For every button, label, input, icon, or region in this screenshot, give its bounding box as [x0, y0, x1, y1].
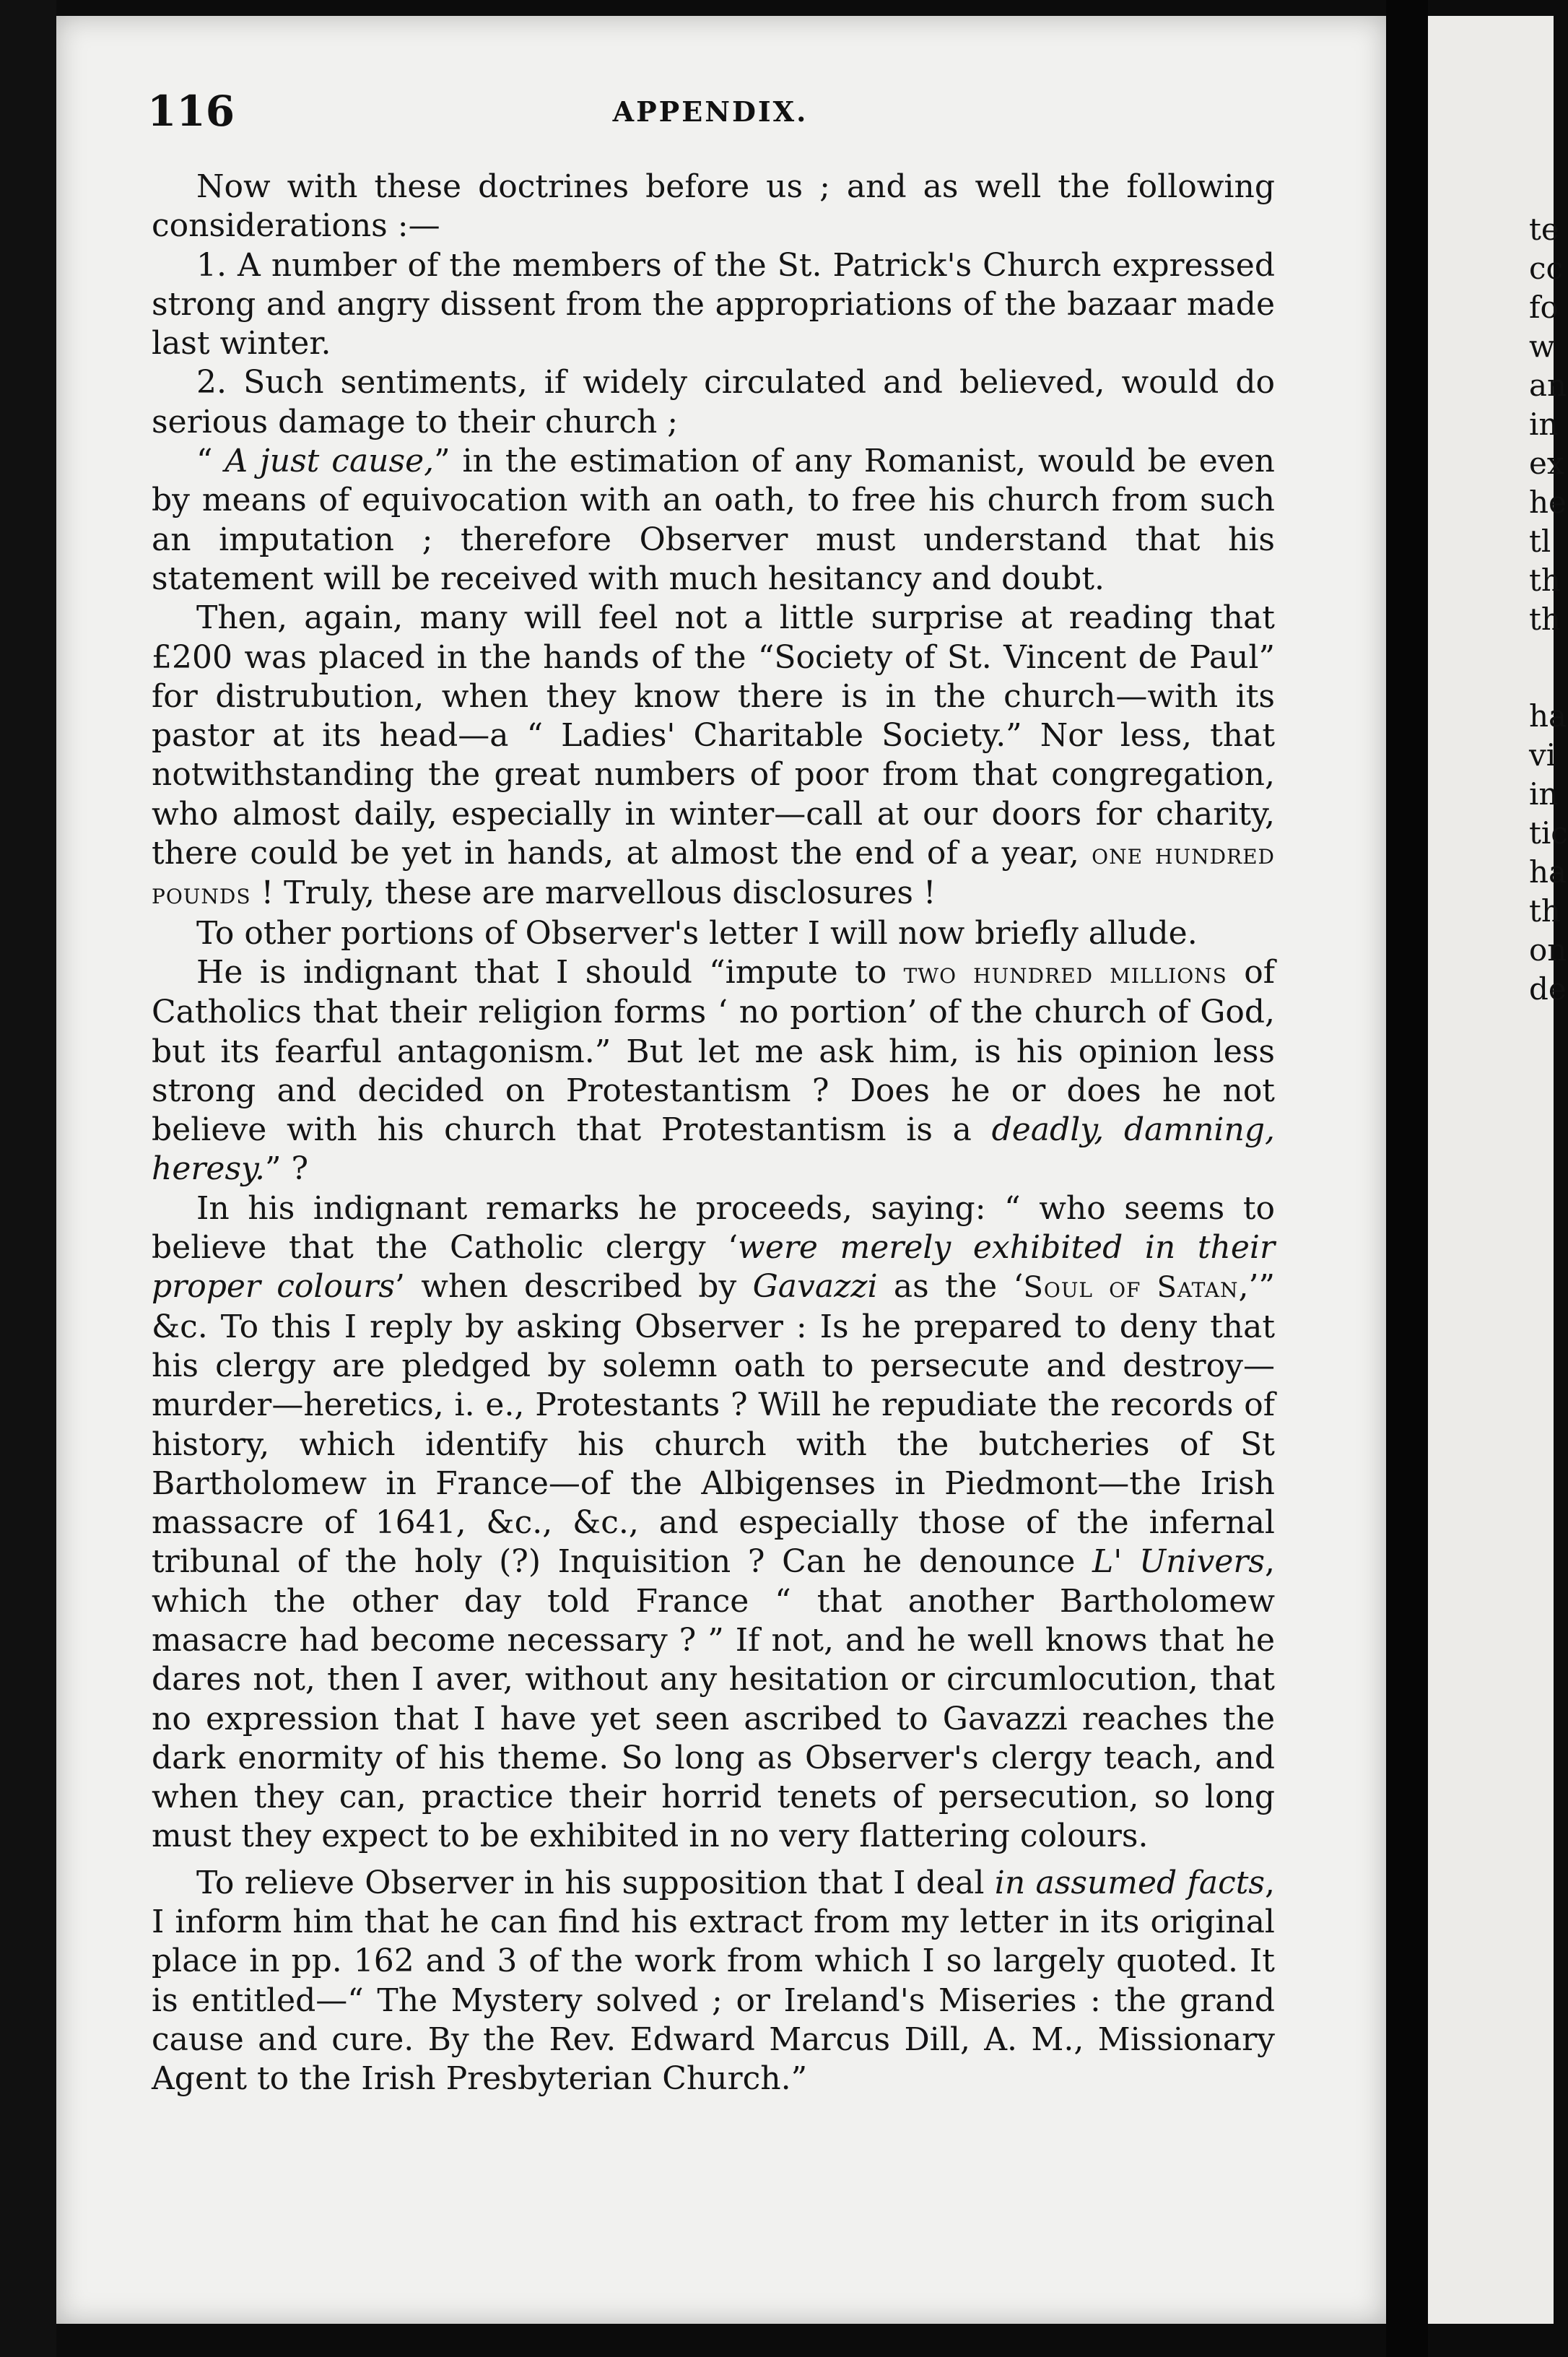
facing-line: in: [1529, 776, 1559, 812]
page-number: 116: [147, 87, 235, 136]
italic-phrase: L' Univers: [1092, 1543, 1265, 1581]
paragraph-8: In his indignant remarks he proceeds, saying: “ who seems to believe that the Catholic clergy ‘were merely exhibited in their proper colours’ when described by Gavazzi as the ‘Soul of Satan,’” &c. To this I reply by asking Observer : Is he prepared to deny that his clergy are pledged by solemn oath to persecute and destroy—murder—heretics, i. e., Protestants ? Will he repudiate the records of history, which identify his church with the butcheries of St Bartholomew in France—of the Albigenses in Piedmont—the Irish massacre of 1641, &c., &c., and especially those of the infernal tribunal of the holy (?) Inquisition ? Can he denounce L' Univers, which the other day told France “ that another Bartholomew masacre had become necessary ? ” If not, and he well knows that he dares not, then I aver, without any hesitation or circumlocution, that no expression that I have yet seen ascribed to Gavazzi reaches the dark enormity of his theme. So long as Observer's clergy teach, and when they can, practice their horrid tenets of persecution, so long must they expect to be exhibited in no very flattering colours.: [152, 1189, 1275, 1855]
facing-line: th: [1529, 893, 1561, 929]
facing-line: w: [1529, 329, 1555, 364]
scan-border: [0, 0, 56, 2357]
small-caps-phrase: two hundred millions: [903, 956, 1227, 990]
facing-line: an: [1529, 368, 1567, 403]
paragraph-1: Now with these doctrines before us ; and as well the following considerations :—: [152, 168, 1275, 245]
facing-line: ha: [1529, 854, 1567, 890]
facing-line: he: [1529, 485, 1567, 520]
paragraph-6: To other portions of Observer's letter I will now briefly allude.: [196, 914, 1198, 952]
running-title: APPENDIX.: [612, 95, 809, 128]
facing-line: th: [1529, 602, 1561, 637]
paragraph-7: He is indignant that I should “impute to two hundred millions of Catholics that their religion forms ‘ no portion’ of the church of God, but its fearful antagonism.” But let me ask him, is his opinion less strong and decided on Protestantism ? Does he or does he not believe with his church that Protestantism is a deadly, damning, heresy.” ?: [152, 953, 1276, 1188]
facing-line: vi: [1529, 737, 1556, 773]
facing-line: in: [1529, 407, 1559, 442]
small-caps-phrase: one hundred pounds: [152, 838, 1275, 911]
facing-line: ha: [1529, 698, 1567, 734]
paragraph-5: Then, again, many will feel not a little surprise at reading that £200 was placed in the hands of the “Society of St. Vincent de Paul” for distrubution, when they know there is in the church—with its pastor at its head—a “ Ladies' Charitable Society.” Nor less, that notwithstanding the great numbers of poor from that congregation, who almost daily, especially in winter—call at our doors for charity, there could be yet in hands, at almost the end of a year, one hundred pounds ! Truly, these are marvellous disclosures !: [152, 599, 1275, 912]
paragraph-2: 1. A number of the members of the St. Patrick's Church expressed strong and angry dissent from the appropriations of the bazaar made last winter.: [152, 246, 1275, 363]
facing-line: te: [1529, 212, 1559, 247]
book-gutter: [1386, 0, 1428, 2357]
running-head: [147, 87, 1273, 137]
paragraph-3: 2. Such sentiments, if widely circulated and believed, would do serious damage to their church ;: [152, 364, 1275, 440]
facing-line: tic: [1529, 815, 1568, 851]
small-caps-phrase: Soul of Satan: [1023, 1271, 1239, 1305]
body-text: [152, 168, 1275, 2099]
facing-line: th: [1529, 563, 1561, 598]
facing-line: tl: [1529, 524, 1551, 559]
paragraph-9: To relieve Observer in his supposition that I deal in assumed facts, I inform him that he can find his extract from my letter in its original place in pp. 162 and 3 of the work from which I so largely quoted. It is entitled—“ The Mystery solved ; or Ireland's Miseries : the grand cause and cure. By the Rev. Edward Marcus Dill, A. M., Missionary Agent to the Irish Presbyterian Church.”: [152, 1864, 1275, 2098]
facing-page-edge: [1428, 16, 1568, 2324]
italic-phrase: deadly, damning, heresy.: [152, 1111, 1275, 1188]
italic-phrase: in assumed facts: [994, 1864, 1265, 1901]
paragraph-4: “ A just cause,” in the estimation of any Romanist, would be even by means of equivocation with an oath, to free his church from such an imputation ; therefore Observer must understand that his statement will be received with much hesitancy and doubt.: [152, 443, 1275, 597]
facing-line: on: [1529, 932, 1567, 968]
facing-line: de: [1529, 971, 1567, 1007]
facing-line: cc: [1529, 251, 1564, 286]
italic-phrase: were merely exhibited in their proper colours: [152, 1229, 1275, 1306]
italic-phrase: Gavazzi: [752, 1268, 878, 1306]
facing-line: fo: [1529, 290, 1559, 325]
italic-phrase: A just cause,: [225, 443, 435, 480]
facing-line: ex: [1529, 446, 1564, 481]
